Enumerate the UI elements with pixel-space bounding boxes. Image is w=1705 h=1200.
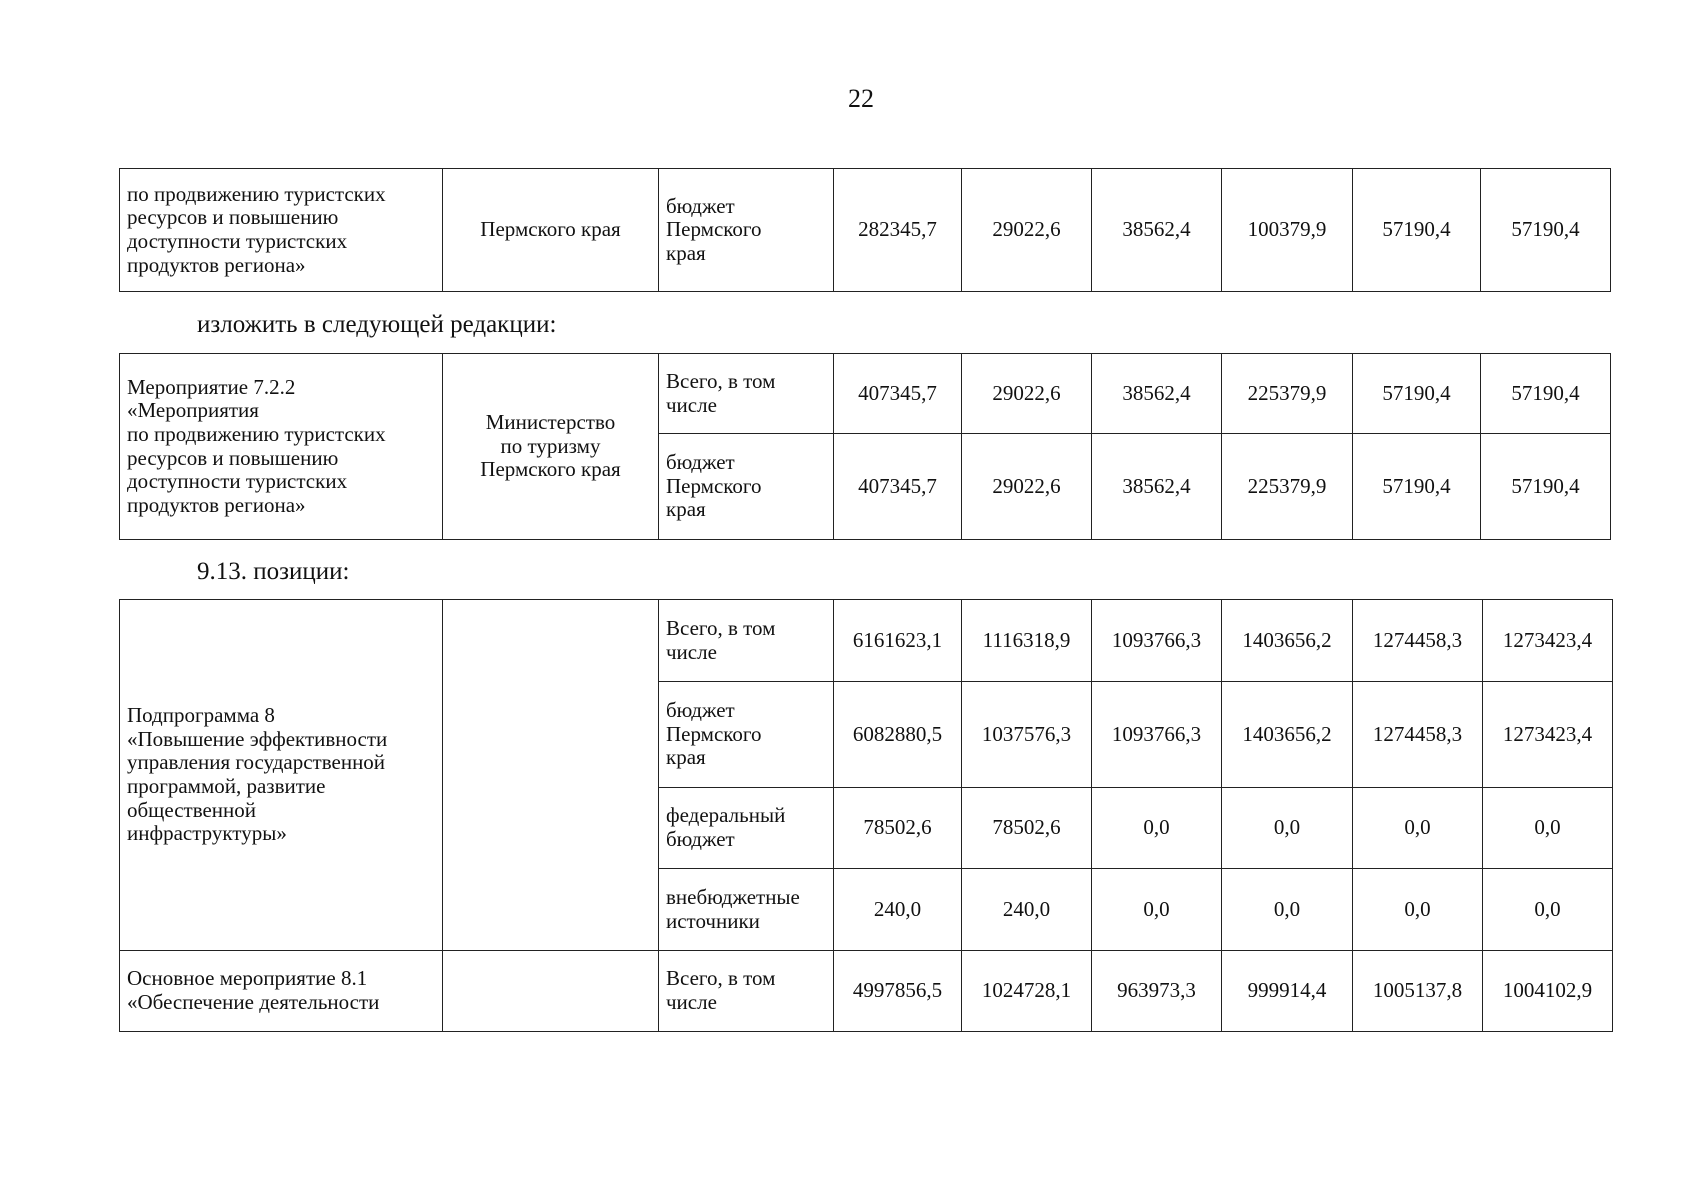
- value-cell: 240,0: [962, 869, 1092, 951]
- funding-source-cell: Всего, в том числе: [659, 951, 834, 1032]
- value-cell: 1005137,8: [1353, 951, 1483, 1032]
- value-cell: 29022,6: [962, 354, 1092, 434]
- value-cell: 1093766,3: [1092, 600, 1222, 682]
- funding-source-cell: внебюджетные источники: [659, 869, 834, 951]
- paragraph-text: 9.13. позиции:: [197, 558, 350, 585]
- budget-table-3: [119, 599, 1613, 1032]
- event-name-cell: Основное мероприятие 8.1 «Обеспечение деятельности: [120, 951, 443, 1032]
- value-cell: 1093766,3: [1092, 682, 1222, 788]
- value-cell: 225379,9: [1222, 434, 1353, 540]
- value-cell: 407345,7: [834, 434, 962, 540]
- value-cell: 57190,4: [1481, 354, 1611, 434]
- value-cell: 1116318,9: [962, 600, 1092, 682]
- table-row: [120, 354, 1611, 434]
- value-cell: 38562,4: [1092, 354, 1222, 434]
- funding-source-cell: федеральный бюджет: [659, 788, 834, 869]
- subprogram-name-cell: Подпрограмма 8 «Повышение эффективности управления государственной программой, развитие общественной инфраструктуры»: [120, 600, 443, 951]
- value-cell: 999914,4: [1222, 951, 1353, 1032]
- value-cell: 282345,7: [834, 169, 962, 292]
- value-cell: 4997856,5: [834, 951, 962, 1032]
- executor-cell: [443, 600, 659, 951]
- value-cell: 57190,4: [1481, 434, 1611, 540]
- table-row: [120, 951, 1613, 1032]
- event-name-cell: Мероприятие 7.2.2 «Мероприятия по продвижению туристских ресурсов и повышению доступности туристских продуктов региона»: [120, 354, 443, 540]
- value-cell: 6161623,1: [834, 600, 962, 682]
- value-cell: 57190,4: [1353, 354, 1481, 434]
- page-number: 22: [848, 84, 874, 113]
- value-cell: 57190,4: [1353, 434, 1481, 540]
- table-row: [120, 600, 1613, 682]
- value-cell: 38562,4: [1092, 169, 1222, 292]
- value-cell: 100379,9: [1222, 169, 1353, 292]
- value-cell: 0,0: [1353, 869, 1483, 951]
- value-cell: 0,0: [1483, 788, 1613, 869]
- budget-table-1: [119, 168, 1611, 292]
- funding-source-cell: Всего, в том числе: [659, 354, 834, 434]
- value-cell: 29022,6: [962, 169, 1092, 292]
- budget-table-2: [119, 353, 1611, 540]
- value-cell: 0,0: [1092, 869, 1222, 951]
- value-cell: 225379,9: [1222, 354, 1353, 434]
- value-cell: 1274458,3: [1353, 682, 1483, 788]
- value-cell: 0,0: [1092, 788, 1222, 869]
- value-cell: 29022,6: [962, 434, 1092, 540]
- value-cell: 78502,6: [962, 788, 1092, 869]
- value-cell: 78502,6: [834, 788, 962, 869]
- value-cell: 1024728,1: [962, 951, 1092, 1032]
- funding-source-cell: бюджет Пермского края: [659, 682, 834, 788]
- event-name-cell: по продвижению туристских ресурсов и повышению доступности туристских продуктов региона»: [120, 169, 443, 292]
- table-row: [120, 169, 1611, 292]
- value-cell: 963973,3: [1092, 951, 1222, 1032]
- value-cell: 1403656,2: [1222, 600, 1353, 682]
- value-cell: 1403656,2: [1222, 682, 1353, 788]
- value-cell: 0,0: [1353, 788, 1483, 869]
- value-cell: 1004102,9: [1483, 951, 1613, 1032]
- value-cell: 0,0: [1483, 869, 1613, 951]
- value-cell: 6082880,5: [834, 682, 962, 788]
- value-cell: 1037576,3: [962, 682, 1092, 788]
- value-cell: 1274458,3: [1353, 600, 1483, 682]
- value-cell: 407345,7: [834, 354, 962, 434]
- value-cell: 1273423,4: [1483, 682, 1613, 788]
- funding-source-cell: бюджет Пермского края: [659, 434, 834, 540]
- value-cell: 1273423,4: [1483, 600, 1613, 682]
- value-cell: 0,0: [1222, 788, 1353, 869]
- value-cell: 57190,4: [1353, 169, 1481, 292]
- executor-cell: Пермского края: [443, 169, 659, 292]
- paragraph-text: изложить в следующей редакции:: [197, 311, 557, 338]
- value-cell: 57190,4: [1481, 169, 1611, 292]
- value-cell: 240,0: [834, 869, 962, 951]
- executor-cell: Министерство по туризму Пермского края: [443, 354, 659, 540]
- funding-source-cell: бюджет Пермского края: [659, 169, 834, 292]
- executor-cell: [443, 951, 659, 1032]
- value-cell: 38562,4: [1092, 434, 1222, 540]
- funding-source-cell: Всего, в том числе: [659, 600, 834, 682]
- value-cell: 0,0: [1222, 869, 1353, 951]
